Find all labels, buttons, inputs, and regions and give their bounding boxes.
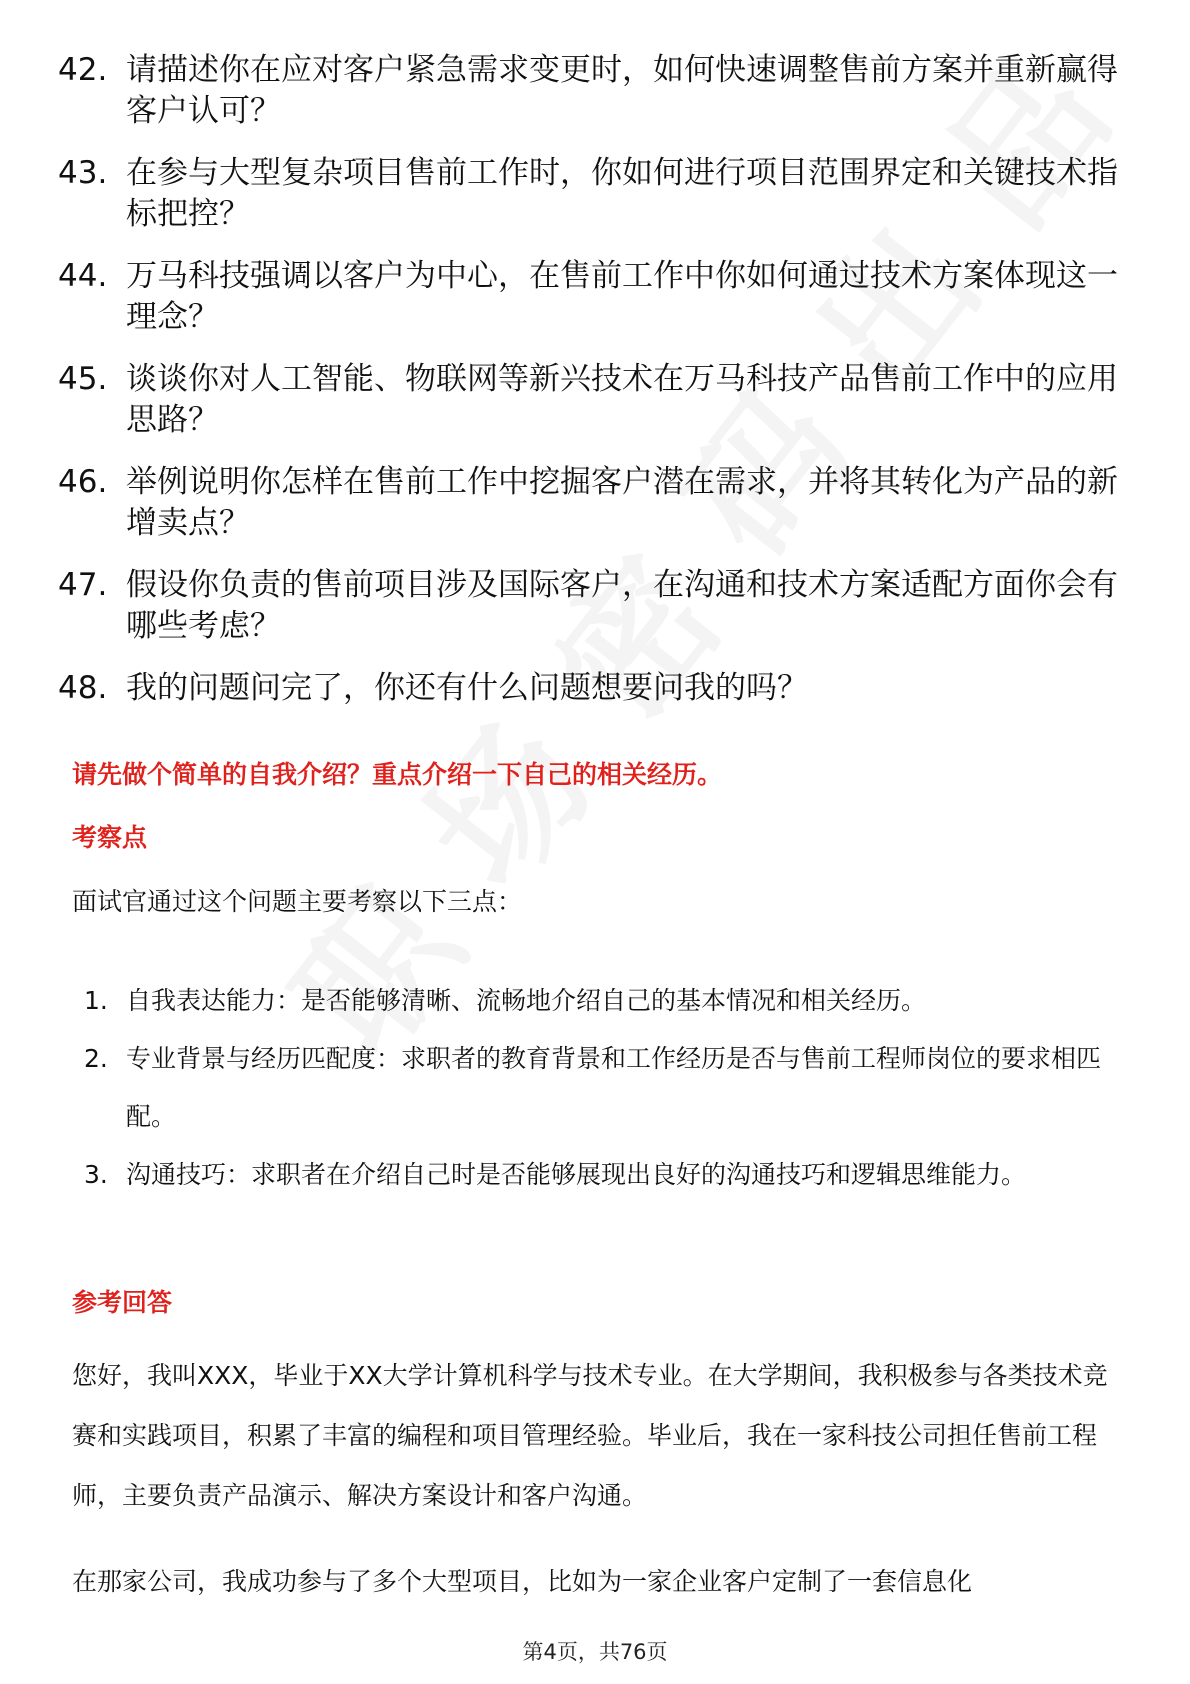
question-text: 举例说明你怎样在售前工作中挖掘客户潜在需求，并将其转化为产品的新增卖点？ [126,464,1118,541]
question-number: 44. [58,258,108,294]
point-number: 3. [84,1160,108,1189]
observe-point [84,1146,1124,1204]
observe-intro: 面试官通过这个问题主要考察以下三点： [72,887,523,916]
main-question-heading: 请先做个简单的自我介绍？重点介绍一下自己的相关经历。 [72,760,723,789]
question-number: 46. [58,464,108,500]
question-number: 48. [58,670,108,706]
question-item [58,153,1133,235]
point-number: 2. [84,1044,108,1073]
question-list [58,50,1133,730]
question-item [58,50,1133,132]
question-item [58,359,1133,441]
point-text: 沟通技巧：求职者在介绍自己时是否能够展现出良好的沟通技巧和逻辑思维能力。 [126,1160,1027,1189]
question-text: 假设你负责的售前项目涉及国际客户，在沟通和技术方案适配方面你会有哪些考虑？ [126,567,1118,644]
question-item [58,565,1133,647]
question-number: 47. [58,567,108,603]
observe-point-list [84,972,1124,1204]
observe-point [84,972,1124,1030]
question-text: 请描述你在应对客户紧急需求变更时，如何快速调整售前方案并重新赢得客户认可？ [126,52,1118,129]
question-item [58,462,1133,544]
answer-paragraph: 在那家公司，我成功参与了多个大型项目，比如为一家企业客户定制了一套信息化 [72,1567,973,1596]
point-text: 专业背景与经历匹配度：求职者的教育背景和工作经历是否与售前工程师岗位的要求相匹配。 [126,1044,1102,1131]
question-text: 谈谈你对人工智能、物联网等新兴技术在万马科技产品售前工作中的应用思路？ [126,361,1118,438]
question-text: 我的问题问完了，你还有什么问题想要问我的吗？ [126,670,808,706]
point-number: 1. [84,986,108,1015]
observe-heading: 考察点 [72,823,148,852]
question-text: 在参与大型复杂项目售前工作时，你如何进行项目范围界定和关键技术指标把控？ [126,155,1118,232]
page-number: 第4页，共76页 [522,1640,668,1664]
point-text: 自我表达能力：是否能够清晰、流畅地介绍自己的基本情况和相关经历。 [126,986,927,1015]
question-item [58,668,1133,709]
answer-heading: 参考回答 [72,1288,173,1317]
question-text: 万马科技强调以客户为中心，在售前工作中你如何通过技术方案体现这一理念？ [126,258,1118,335]
answer-paragraph: 您好，我叫XXX，毕业于XX大学计算机科学与技术专业。在大学期间，我积极参与各类技术竞赛和实践项目，积累了丰富的编程和项目管理经验。毕业后，我在一家科技公司担任售前工程师，主要负责产品演示、解决方案设计和客户沟通。 [72,1361,1108,1510]
answer-body [72,1346,1120,1638]
question-number: 43. [58,155,108,191]
question-number: 45. [58,361,108,397]
observe-point [84,1030,1124,1146]
question-number: 42. [58,52,108,88]
question-item [58,256,1133,338]
